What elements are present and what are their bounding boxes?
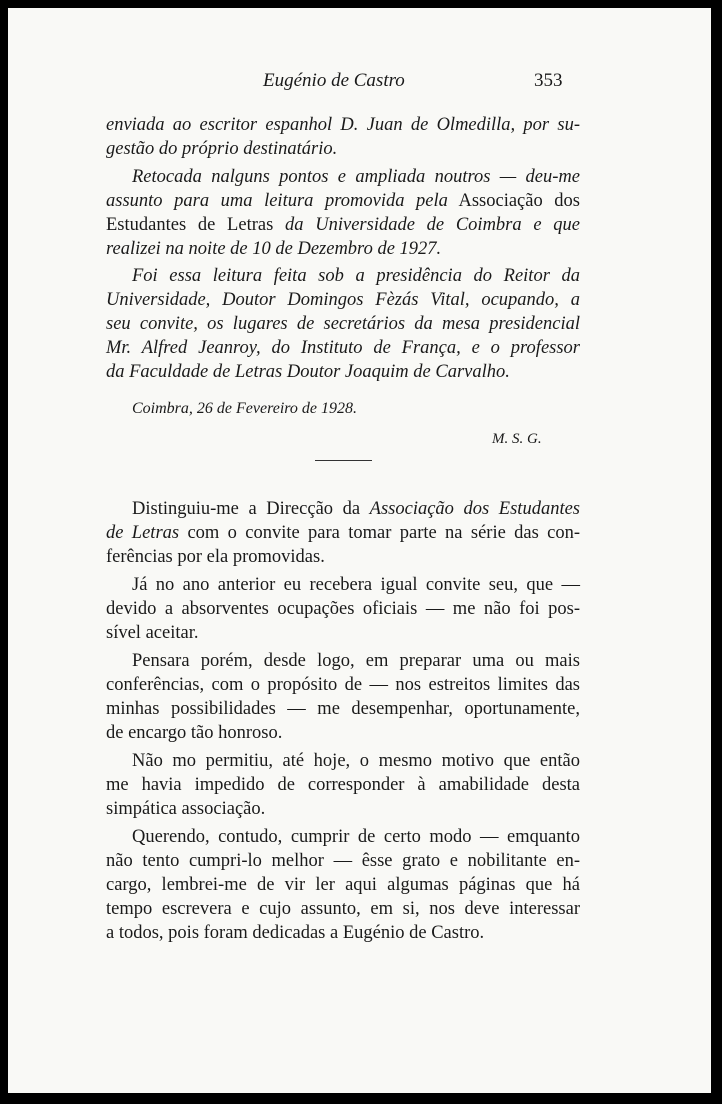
body-line: simpática associação.: [106, 799, 266, 819]
intro-line: Retocada nalguns pontos e ampliada noutros — deu-me: [132, 167, 580, 187]
body-text-italic: de Letras: [106, 523, 180, 543]
running-title: Eugénio de Castro: [263, 70, 405, 91]
intro-text-italic: assunto para uma leitura promovida pela: [106, 191, 448, 211]
intro-line: da Faculdade de Letras Doutor Joaquim de Carvalho.: [106, 362, 510, 382]
body-line: devido a absorventes ocupações oficiais — me não foi pos-: [106, 599, 580, 619]
body-line: de encargo tão honroso.: [106, 723, 283, 743]
intro-line: seu convite, os lugares de secretários da mesa presidencial: [106, 314, 580, 334]
body-line: tempo escrevera e cujo assunto, em si, nos deve interessar: [106, 899, 580, 919]
body-text-roman: Distinguiu-me a Direcção da: [132, 499, 361, 519]
intro-line: realizei na noite de 10 de Dezembro de 1927.: [106, 239, 442, 259]
running-head: [8, 70, 711, 100]
body-line: cargo, lembrei-me de vir ler aqui algumas páginas que há: [106, 875, 580, 895]
intro-line: [106, 189, 580, 213]
body-line: sível aceitar.: [106, 623, 199, 643]
intro-line: gestão do próprio destinatário.: [106, 139, 338, 159]
intro-line: Foi essa leitura feita sob a presidência do Reitor da: [132, 266, 580, 286]
intro-line: [106, 213, 580, 237]
body-text-roman: com o convite para tomar parte na série das con-: [187, 523, 581, 543]
body-line: Já no ano anterior eu recebera igual convite seu, que —: [132, 575, 580, 595]
section-divider: [315, 460, 372, 461]
page-number: 353: [534, 70, 563, 91]
body-text-italic: Associação dos Estudantes: [369, 499, 581, 519]
intro-line: Universidade, Doutor Domingos Fèzás Vital, ocupando, a: [106, 290, 580, 310]
body-line: conferências, com o propósito de — nos estreitos limites das: [106, 675, 580, 695]
body-line: Querendo, contudo, cumprir de certo modo — emquanto: [132, 827, 580, 847]
body-line: [106, 521, 580, 545]
intro-line: enviada ao escritor espanhol D. Juan de Olmedilla, por su-: [106, 115, 580, 135]
body-line: a todos, pois foram dedicadas a Eugénio de Castro.: [106, 923, 485, 943]
body-line: minhas possibilidades — me desempenhar, oportunamente,: [106, 699, 580, 719]
book-page: [8, 8, 711, 1093]
intro-text-roman: Associação dos: [458, 191, 580, 211]
body-line: Não mo permitiu, até hoje, o mesmo motivo que então: [132, 751, 580, 771]
place-date: Coimbra, 26 de Fevereiro de 1928.: [132, 400, 357, 417]
intro-text-roman: Estudantes de Letras: [106, 215, 274, 235]
intro-line: Mr. Alfred Jeanroy, do Instituto de França, e o professor: [106, 338, 580, 358]
intro-text-italic: da Universidade de Coimbra e que: [285, 215, 580, 235]
body-line: me havia impedido de corresponder à amabilidade desta: [106, 775, 580, 795]
author-initials: M. S. G.: [492, 431, 542, 447]
body-line: não tento cumpri-lo melhor — êsse grato e nobilitante en-: [106, 851, 580, 871]
body-line: [132, 497, 580, 521]
body-line: Pensara porém, desde logo, em preparar uma ou mais: [132, 651, 580, 671]
body-line: ferências por ela promovidas.: [106, 547, 325, 567]
